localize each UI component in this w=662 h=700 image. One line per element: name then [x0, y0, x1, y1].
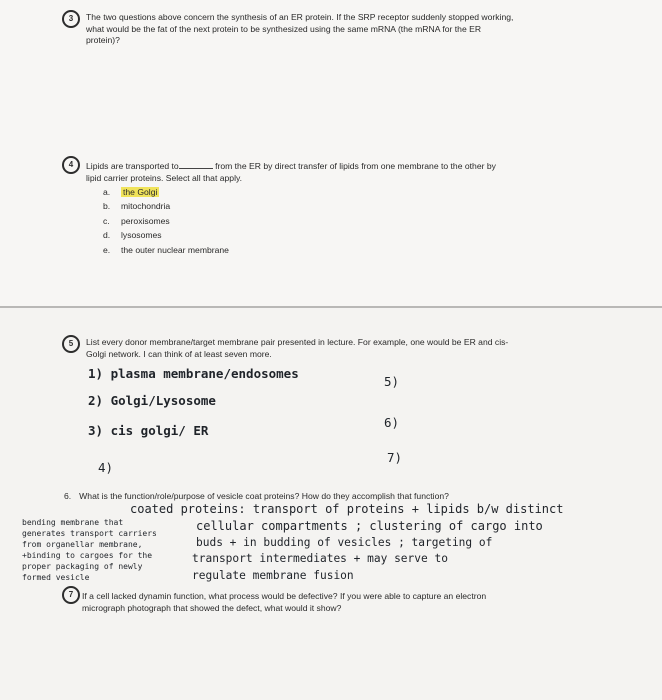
q6-side-note-line-4: +binding to cargoes for the: [22, 551, 153, 560]
option-label: the outer nuclear membrane: [121, 244, 229, 255]
question-5-line-2: Golgi network. I can think of at least seven more.: [86, 348, 272, 359]
option-label: peroxisomes: [121, 215, 170, 226]
option-label: lysosomes: [121, 230, 162, 241]
question-6-text: [64, 491, 644, 503]
question-7-text: [82, 591, 652, 614]
question-5-number: 5: [62, 335, 80, 353]
question-4-text-after-blank: from the ER by direct transfer of lipids from one membrane to the other by: [215, 161, 496, 171]
question-6-prompt: What is the function/role/purpose of vesicle coat proteins? How do they accomplish that function?: [79, 491, 449, 501]
question-4-number: 4: [62, 156, 80, 174]
option-c[interactable]: [103, 214, 229, 228]
option-letter: b.: [103, 201, 111, 212]
option-label-highlighted: the Golgi: [123, 187, 158, 197]
question-3-line-1: The two questions above concern the synthesis of an ER protein. If the SRP receptor suddenly stopped working,: [86, 12, 514, 22]
question-3-line-3: protein)?: [86, 35, 120, 46]
option-letter: e.: [103, 244, 111, 255]
question-6-number: 6.: [64, 491, 72, 501]
option-a[interactable]: [103, 185, 229, 199]
question-4-text: [86, 160, 646, 184]
question-4-options: [103, 185, 229, 257]
q6-answer-line-1: coated proteins: transport of proteins + lipids b/w distinct: [130, 502, 564, 516]
option-d[interactable]: [103, 228, 229, 242]
q6-side-note-line-6: formed vesicle: [22, 573, 90, 582]
option-letter: d.: [103, 230, 111, 241]
option-e[interactable]: [103, 243, 229, 257]
question-3-line-2: what would be the fat of the next protein to be synthesized using the same mRNA (the mRNA for the ER: [86, 23, 482, 34]
handwritten-pair-4: 4): [98, 460, 114, 475]
handwritten-pair-1: 1) plasma membrane/endosomes: [88, 366, 299, 381]
question-5-line-1: List every donor membrane/target membrane pair presented in lecture. For example, one would be ER and cis-: [86, 337, 509, 347]
q6-side-note-line-2: generates transport carriers: [22, 529, 157, 538]
option-label: mitochondria: [121, 201, 171, 212]
question-7-line-2: micrograph photograph that showed the defect, what would it show?: [82, 602, 342, 613]
option-letter: a.: [103, 187, 111, 197]
question-4-line-2: lipid carrier proteins. Select all that apply.: [86, 172, 243, 183]
question-5-text: [86, 337, 646, 360]
question-3-text: [86, 12, 646, 47]
question-7-number: 7: [62, 586, 80, 604]
q6-answer-line-4: transport intermediates + may serve to: [192, 552, 448, 565]
q6-answer-line-2: cellular compartments ; clustering of cargo into: [196, 519, 543, 533]
handwritten-pair-5: 5): [384, 374, 400, 389]
option-letter: c.: [103, 215, 110, 226]
q6-side-note-line-5: proper packaging of newly: [22, 562, 143, 571]
q6-side-note-line-3: from organellar membrane,: [22, 540, 143, 549]
handwritten-pair-7: 7): [387, 450, 403, 465]
question-4-text-before-blank: Lipids are transported to: [86, 161, 179, 171]
answer-blank: [179, 160, 213, 169]
q6-side-note-line-1: bending membrane that: [22, 518, 124, 527]
question-4-line-1: [86, 160, 646, 173]
handwritten-pair-2: 2) Golgi/Lysosome: [88, 393, 216, 408]
q6-answer-line-3: buds + in budding of vesicles ; targeting of: [196, 536, 493, 549]
handwritten-pair-3: 3) cis golgi/ ER: [88, 423, 209, 438]
handwritten-pair-6: 6): [384, 415, 400, 430]
q6-answer-line-5: regulate membrane fusion: [192, 569, 354, 582]
question-3-number: 3: [62, 10, 80, 28]
question-7-line-1: If a cell lacked dynamin function, what process would be defective? If you were able to capture an electron: [82, 591, 487, 601]
option-b[interactable]: [103, 199, 229, 213]
